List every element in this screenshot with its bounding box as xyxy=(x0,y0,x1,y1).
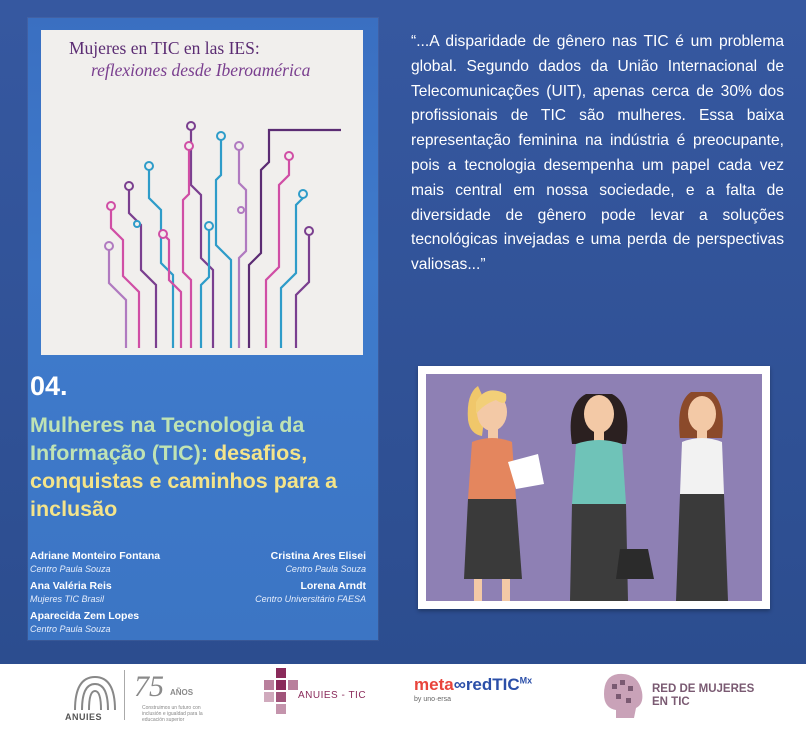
meta-redtic-logo xyxy=(414,675,532,695)
meta-text: meta xyxy=(414,675,454,694)
anuies-logo-text: ANUIES xyxy=(65,712,103,722)
author-item xyxy=(255,580,366,604)
link-icon: ∞ xyxy=(453,675,466,694)
author-name: Lorena Arndt xyxy=(300,580,366,592)
woman-right xyxy=(676,392,728,601)
chapter-number: 04. xyxy=(30,371,68,401)
anuies-logo-icon xyxy=(72,672,118,712)
author-institution: Centro Paula Souza xyxy=(30,564,111,574)
anniversary-number: 75 xyxy=(134,670,164,703)
rdm-line2: EN TIC xyxy=(652,696,690,708)
red-de-mujeres-logo-icon xyxy=(598,670,650,720)
quote-text: “...A disparidade de gênero nas TIC é um problema global. Segundo dados da União Internacional de Telecomunicações (UIT), apenas cerca de 30% dos profissionais de TIC são mulheres. Essa baixa representação feminina na indústria é preocupante, pois a tecnologia desempenha um papel cada vez mais central em nossa sociedade, e a falta de diversidade de gênero pode levar a soluções tecnológicas invejadas e uma perda de perspectivas valiosas...” xyxy=(411,33,784,274)
author-item xyxy=(271,550,366,574)
author-item xyxy=(30,580,112,604)
book-cover xyxy=(41,30,363,355)
redtic-text: redTIC xyxy=(465,675,520,694)
chapter-title-part2: desafios, conquistas e caminhos para a inclusão xyxy=(30,441,338,521)
anniversary-word: AÑOS xyxy=(170,688,194,697)
author-institution: Centro Universitário FAESA xyxy=(255,594,366,604)
anuies-tic-logo-text: ANUIES - TIC xyxy=(298,690,367,701)
red-de-mujeres-text xyxy=(652,683,754,709)
author-institution: Centro Paula Souza xyxy=(285,564,366,574)
author-item xyxy=(30,550,160,574)
chapter-title xyxy=(30,411,370,523)
author-institution: Mujeres TIC Brasil xyxy=(30,594,105,604)
divider xyxy=(124,670,125,720)
chapter-title-part1: Mulheres na Tecnologia da Informação (TIC): xyxy=(30,413,305,465)
rdm-line1: RED DE MUJERES xyxy=(652,683,755,695)
author-name: Adriane Monteiro Fontana xyxy=(30,550,161,562)
cover-title-line2: reflexiones desde Iberoamérica xyxy=(91,60,311,80)
unoversa-text: by uno·ersa xyxy=(414,696,451,703)
author-name: Aparecida Zem Lopes xyxy=(30,610,140,622)
footer-logos xyxy=(0,660,806,733)
mx-text: Mx xyxy=(519,675,533,686)
cover-title-line1: Mujeres en TIC en las IES: xyxy=(69,38,260,58)
author-name: Ana Valéria Reis xyxy=(30,580,112,592)
illustration-background xyxy=(426,374,762,601)
anuies-tic-logo-icon xyxy=(264,668,300,714)
author-name: Cristina Ares Elisei xyxy=(270,550,366,562)
women-illustration xyxy=(418,366,770,609)
three-women-figure xyxy=(426,374,762,601)
author-item xyxy=(30,610,139,634)
author-institution: Centro Paula Souza xyxy=(30,624,111,634)
anniversary-tagline: Construimos un futuro con inclusión e igualdad para la educación superior xyxy=(142,705,203,723)
author-list xyxy=(30,550,370,640)
footer-divider xyxy=(0,660,806,664)
